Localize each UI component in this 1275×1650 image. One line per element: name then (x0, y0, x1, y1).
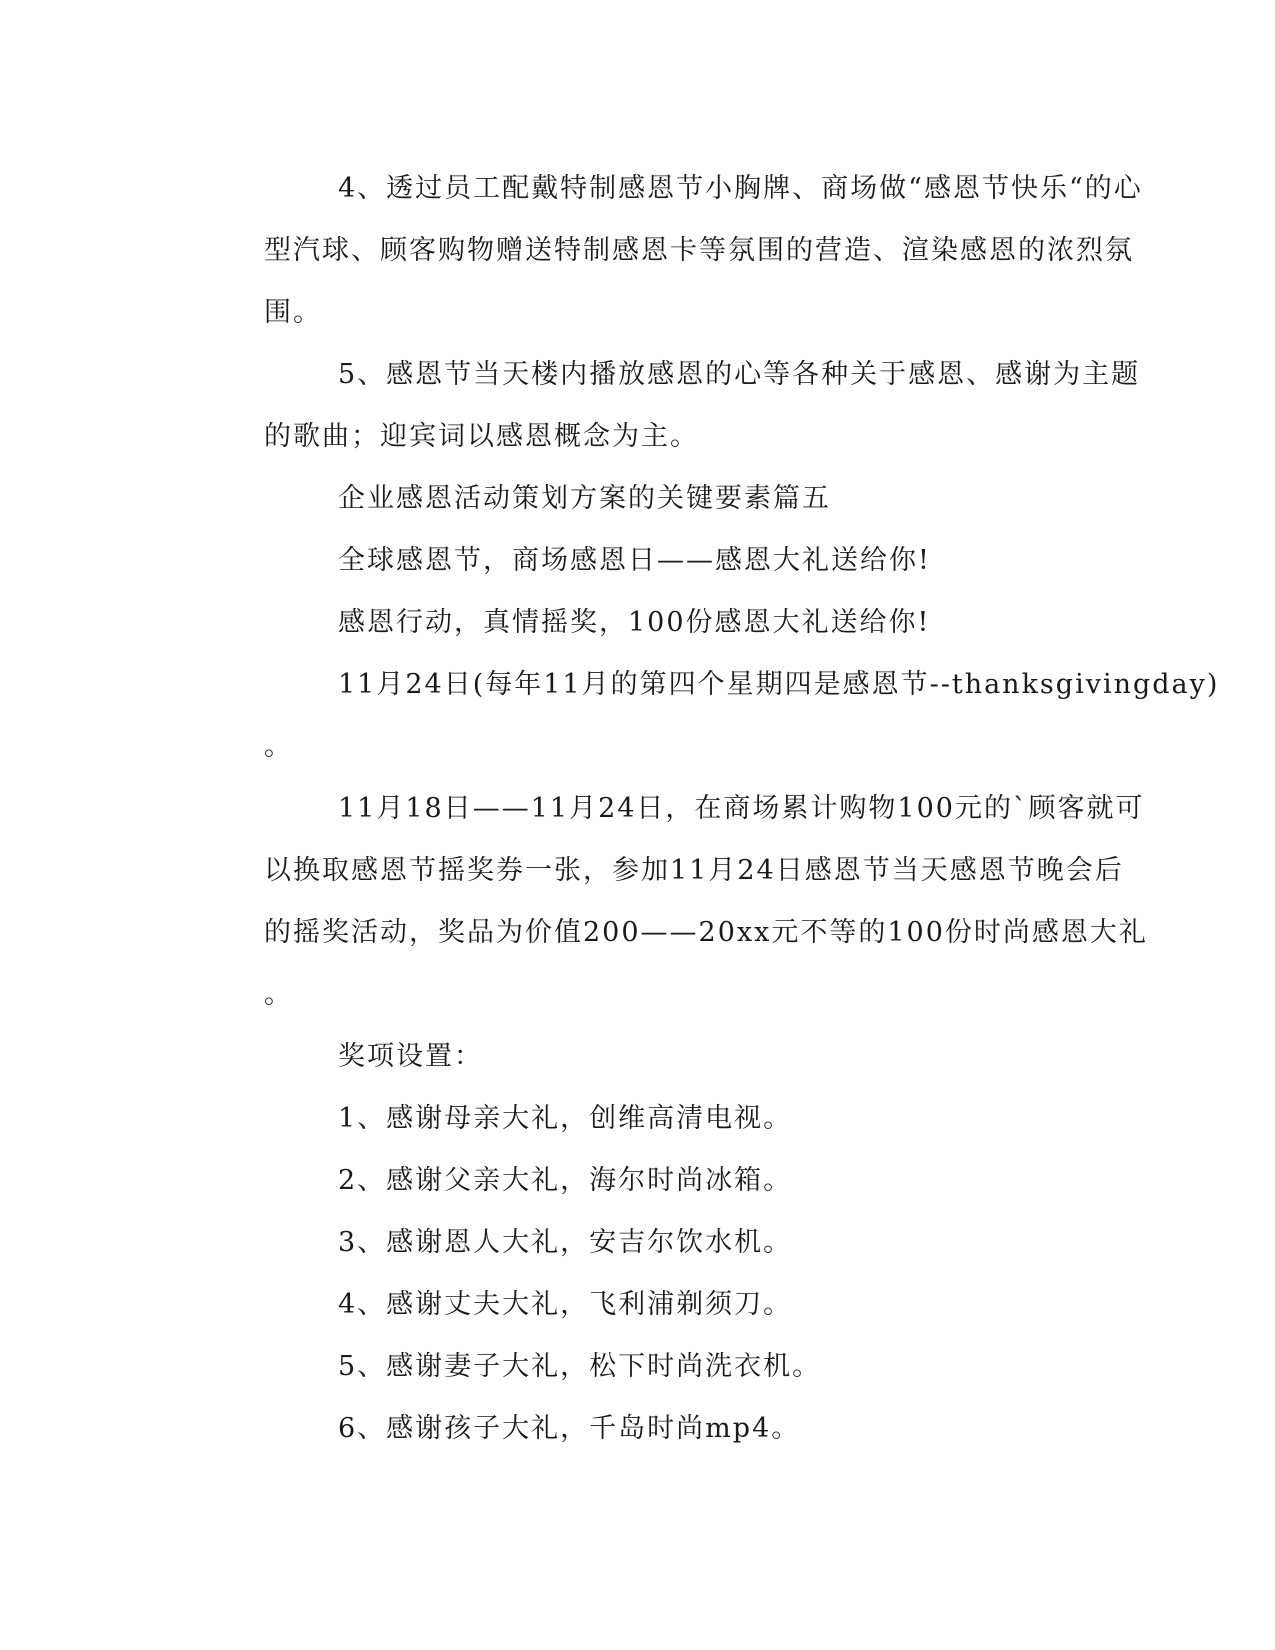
text-line: 4、透过员工配戴特制感恩节小胸牌、商场做“感恩节快乐“的心 (338, 173, 1143, 204)
text-line: 11月18日——11月24日，在商场累计购物100元的`顾客就可 (338, 793, 1145, 824)
text-line: 4、感谢丈夫大礼，飞利浦剃须刀。 (338, 1289, 793, 1320)
text-line: 11月24日(每年11月的第四个星期四是感恩节--thanksgivingday) (338, 669, 1220, 700)
text-line: 以换取感恩节摇奖券一张，参加11月24日感恩节当天感恩节晚会后 (264, 855, 1124, 886)
text-line: 围。 (264, 297, 322, 328)
text-line: 6、感谢孩子大礼，千岛时尚mp4。 (338, 1413, 801, 1444)
text-line: 1、感谢母亲大礼，创维高清电视。 (338, 1103, 793, 1134)
text-line: 2、感谢父亲大礼，海尔时尚冰箱。 (338, 1165, 793, 1196)
slogan-2 (190, 592, 1070, 654)
prize-item-6 (190, 1398, 1070, 1460)
text-line: 感恩行动，真情摇奖，100份感恩大礼送给你! (338, 607, 931, 638)
paragraph-date (190, 654, 1220, 778)
document-body (190, 158, 1220, 1460)
text-line: 5、感恩节当天楼内播放感恩的心等各种关于感恩、感谢为主题 (338, 359, 1141, 390)
prize-item-3 (190, 1212, 1070, 1274)
slogan-1 (190, 530, 1070, 592)
paragraph-lottery (190, 778, 1148, 1026)
text-line: 。 (264, 731, 293, 762)
text-line: 5、感谢妻子大礼，松下时尚洗衣机。 (338, 1351, 822, 1382)
text-line: 。 (264, 979, 293, 1010)
text-line: 的摇奖活动，奖品为价值200——20xx元不等的100份时尚感恩大礼 (264, 917, 1148, 948)
prize-item-1 (190, 1088, 1070, 1150)
text-line: 的歌曲；迎宾词以感恩概念为主。 (264, 421, 699, 452)
text-line: 型汽球、顾客购物赠送特制感恩卡等氛围的营造、渲染感恩的浓烈氛 (264, 235, 1134, 266)
prize-heading (190, 1026, 1070, 1088)
paragraph-music (190, 344, 1141, 468)
heading-line: 企业感恩活动策划方案的关键要素篇五 (338, 483, 831, 514)
prize-item-2 (190, 1150, 1070, 1212)
text-line: 奖项设置： (338, 1041, 483, 1072)
prize-item-4 (190, 1274, 1070, 1336)
section-heading (190, 468, 1070, 530)
prize-item-5 (190, 1336, 1070, 1398)
text-line: 3、感谢恩人大礼，安吉尔饮水机。 (338, 1227, 793, 1258)
paragraph-decoration (190, 158, 1143, 344)
text-line: 全球感恩节，商场感恩日——感恩大礼送给你! (338, 545, 931, 576)
